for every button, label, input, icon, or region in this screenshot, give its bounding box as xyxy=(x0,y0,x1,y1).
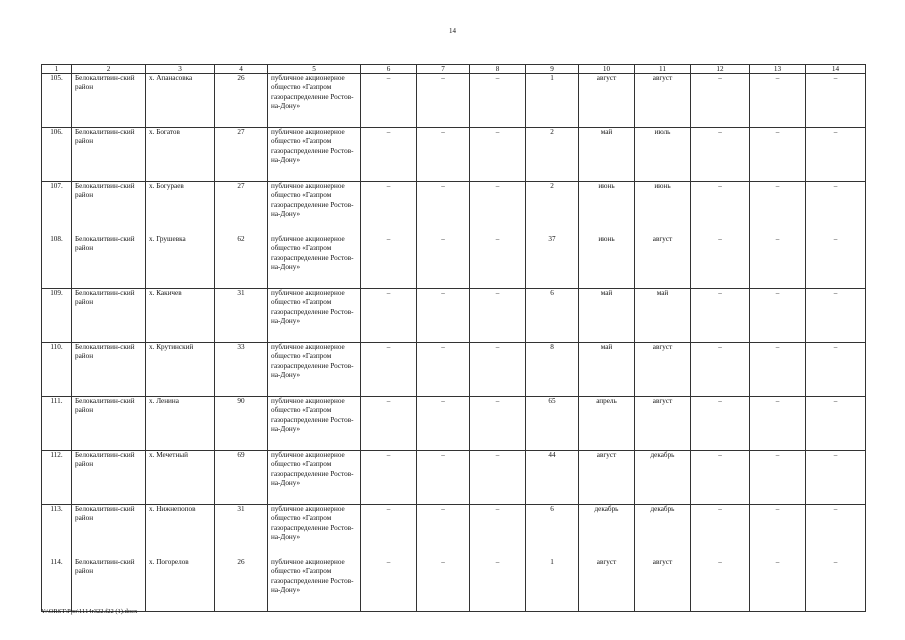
col7-cell: – xyxy=(417,558,470,612)
col8-cell: – xyxy=(470,182,526,236)
table-row xyxy=(42,182,866,236)
column-header-3: 3 xyxy=(146,65,215,74)
col4-cell: 26 xyxy=(215,558,268,612)
column-number-row xyxy=(42,65,866,74)
organization-cell: публичное акционерное общество «Газпром газораспределение Ростов-на-Дону» xyxy=(268,343,361,397)
col12-cell: – xyxy=(691,451,750,505)
start-month-cell: май xyxy=(579,128,635,182)
col14-cell: – xyxy=(806,74,866,128)
column-header-10: 10 xyxy=(579,65,635,74)
col9-cell: 37 xyxy=(526,235,579,289)
col13-cell: – xyxy=(750,182,806,236)
settlement-cell: х. Богатов xyxy=(146,128,215,182)
col12-cell: – xyxy=(691,343,750,397)
end-month-cell: июль xyxy=(635,128,691,182)
row-number: 109. xyxy=(42,289,72,343)
col4-cell: 27 xyxy=(215,128,268,182)
settlement-cell: х. Грушевка xyxy=(146,235,215,289)
row-number: 112. xyxy=(42,451,72,505)
table-row xyxy=(42,397,866,451)
organization-cell: публичное акционерное общество «Газпром газораспределение Ростов-на-Дону» xyxy=(268,289,361,343)
col14-cell: – xyxy=(806,505,866,559)
row-number: 106. xyxy=(42,128,72,182)
col6-cell: – xyxy=(361,505,417,559)
col14-cell: – xyxy=(806,397,866,451)
district-cell: Белокалитвин-ский район xyxy=(72,343,146,397)
col9-cell: 8 xyxy=(526,343,579,397)
col6-cell: – xyxy=(361,235,417,289)
col12-cell: – xyxy=(691,182,750,236)
end-month-cell: июнь xyxy=(635,182,691,236)
start-month-cell: август xyxy=(579,451,635,505)
col14-cell: – xyxy=(806,289,866,343)
start-month-cell: август xyxy=(579,558,635,612)
col8-cell: – xyxy=(470,235,526,289)
page-number: 14 xyxy=(449,27,456,35)
end-month-cell: август xyxy=(635,235,691,289)
col6-cell: – xyxy=(361,182,417,236)
col6-cell: – xyxy=(361,289,417,343)
settlement-cell: х. Мечетный xyxy=(146,451,215,505)
col9-cell: 2 xyxy=(526,182,579,236)
organization-cell: публичное акционерное общество «Газпром газораспределение Ростов-на-Дону» xyxy=(268,397,361,451)
table-row xyxy=(42,451,866,505)
settlement-cell: х. Погорелов xyxy=(146,558,215,612)
column-header-6: 6 xyxy=(361,65,417,74)
col4-cell: 31 xyxy=(215,505,268,559)
col7-cell: – xyxy=(417,74,470,128)
table-body xyxy=(42,65,866,612)
col4-cell: 26 xyxy=(215,74,268,128)
col13-cell: – xyxy=(750,505,806,559)
col4-cell: 31 xyxy=(215,289,268,343)
district-cell: Белокалитвин-ский район xyxy=(72,289,146,343)
col6-cell: – xyxy=(361,343,417,397)
col14-cell: – xyxy=(806,182,866,236)
start-month-cell: май xyxy=(579,343,635,397)
col9-cell: 2 xyxy=(526,128,579,182)
end-month-cell: август xyxy=(635,343,691,397)
col12-cell: – xyxy=(691,128,750,182)
column-header-11: 11 xyxy=(635,65,691,74)
row-number: 113. xyxy=(42,505,72,559)
district-cell: Белокалитвин-ский район xyxy=(72,235,146,289)
file-path-footer: Y:\ORST\Ppo\1114r322.f22 (1).docx xyxy=(41,608,138,615)
col13-cell: – xyxy=(750,343,806,397)
district-cell: Белокалитвин-ский район xyxy=(72,558,146,612)
col9-cell: 6 xyxy=(526,289,579,343)
col7-cell: – xyxy=(417,451,470,505)
row-number: 107. xyxy=(42,182,72,236)
col7-cell: – xyxy=(417,182,470,236)
settlement-cell: х. Богураев xyxy=(146,182,215,236)
organization-cell: публичное акционерное общество «Газпром газораспределение Ростов-на-Дону» xyxy=(268,182,361,236)
col6-cell: – xyxy=(361,451,417,505)
column-header-8: 8 xyxy=(470,65,526,74)
column-header-5: 5 xyxy=(268,65,361,74)
organization-cell: публичное акционерное общество «Газпром газораспределение Ростов-на-Дону» xyxy=(268,128,361,182)
district-cell: Белокалитвин-ский район xyxy=(72,451,146,505)
table-row xyxy=(42,128,866,182)
row-number: 105. xyxy=(42,74,72,128)
col13-cell: – xyxy=(750,74,806,128)
table-row xyxy=(42,558,866,612)
col13-cell: – xyxy=(750,128,806,182)
district-cell: Белокалитвин-ский район xyxy=(72,128,146,182)
col8-cell: – xyxy=(470,397,526,451)
settlement-cell: х. Ленина xyxy=(146,397,215,451)
col8-cell: – xyxy=(470,451,526,505)
col6-cell: – xyxy=(361,558,417,612)
table-row xyxy=(42,289,866,343)
settlement-cell: х. Крутинский xyxy=(146,343,215,397)
end-month-cell: декабрь xyxy=(635,451,691,505)
table-row xyxy=(42,235,866,289)
col9-cell: 1 xyxy=(526,558,579,612)
start-month-cell: июнь xyxy=(579,182,635,236)
column-header-4: 4 xyxy=(215,65,268,74)
settlement-cell: х. Апанасовка xyxy=(146,74,215,128)
column-header-2: 2 xyxy=(72,65,146,74)
column-header-13: 13 xyxy=(750,65,806,74)
col12-cell: – xyxy=(691,558,750,612)
col14-cell: – xyxy=(806,558,866,612)
end-month-cell: август xyxy=(635,558,691,612)
start-month-cell: июнь xyxy=(579,235,635,289)
district-cell: Белокалитвин-ский район xyxy=(72,74,146,128)
col8-cell: – xyxy=(470,289,526,343)
col14-cell: – xyxy=(806,128,866,182)
organization-cell: публичное акционерное общество «Газпром газораспределение Ростов-на-Дону» xyxy=(268,558,361,612)
column-header-14: 14 xyxy=(806,65,866,74)
col8-cell: – xyxy=(470,128,526,182)
col6-cell: – xyxy=(361,397,417,451)
column-header-1: 1 xyxy=(42,65,72,74)
start-month-cell: май xyxy=(579,289,635,343)
col4-cell: 69 xyxy=(215,451,268,505)
col9-cell: 44 xyxy=(526,451,579,505)
start-month-cell: декабрь xyxy=(579,505,635,559)
schedule-table xyxy=(41,64,866,612)
col7-cell: – xyxy=(417,397,470,451)
col8-cell: – xyxy=(470,558,526,612)
col4-cell: 33 xyxy=(215,343,268,397)
col13-cell: – xyxy=(750,558,806,612)
organization-cell: публичное акционерное общество «Газпром газораспределение Ростов-на-Дону» xyxy=(268,451,361,505)
column-header-7: 7 xyxy=(417,65,470,74)
col13-cell: – xyxy=(750,451,806,505)
col12-cell: – xyxy=(691,235,750,289)
end-month-cell: декабрь xyxy=(635,505,691,559)
row-number: 110. xyxy=(42,343,72,397)
col13-cell: – xyxy=(750,289,806,343)
col9-cell: 6 xyxy=(526,505,579,559)
col7-cell: – xyxy=(417,343,470,397)
col6-cell: – xyxy=(361,128,417,182)
col4-cell: 62 xyxy=(215,235,268,289)
table-row xyxy=(42,343,866,397)
col7-cell: – xyxy=(417,505,470,559)
col9-cell: 1 xyxy=(526,74,579,128)
column-header-12: 12 xyxy=(691,65,750,74)
organization-cell: публичное акционерное общество «Газпром газораспределение Ростов-на-Дону» xyxy=(268,235,361,289)
end-month-cell: август xyxy=(635,74,691,128)
col12-cell: – xyxy=(691,74,750,128)
table-row xyxy=(42,505,866,559)
col13-cell: – xyxy=(750,397,806,451)
organization-cell: публичное акционерное общество «Газпром газораспределение Ростов-на-Дону» xyxy=(268,505,361,559)
start-month-cell: август xyxy=(579,74,635,128)
col12-cell: – xyxy=(691,289,750,343)
organization-cell: публичное акционерное общество «Газпром газораспределение Ростов-на-Дону» xyxy=(268,74,361,128)
col13-cell: – xyxy=(750,235,806,289)
col14-cell: – xyxy=(806,235,866,289)
col14-cell: – xyxy=(806,343,866,397)
col7-cell: – xyxy=(417,289,470,343)
col8-cell: – xyxy=(470,343,526,397)
col4-cell: 90 xyxy=(215,397,268,451)
end-month-cell: август xyxy=(635,397,691,451)
end-month-cell: май xyxy=(635,289,691,343)
settlement-cell: х. Какичев xyxy=(146,289,215,343)
district-cell: Белокалитвин-ский район xyxy=(72,182,146,236)
district-cell: Белокалитвин-ский район xyxy=(72,505,146,559)
col8-cell: – xyxy=(470,505,526,559)
column-header-9: 9 xyxy=(526,65,579,74)
row-number: 114. xyxy=(42,558,72,612)
col8-cell: – xyxy=(470,74,526,128)
row-number: 111. xyxy=(42,397,72,451)
col12-cell: – xyxy=(691,505,750,559)
table-row xyxy=(42,74,866,128)
district-cell: Белокалитвин-ский район xyxy=(72,397,146,451)
col7-cell: – xyxy=(417,128,470,182)
col4-cell: 27 xyxy=(215,182,268,236)
settlement-cell: х. Нижнепопов xyxy=(146,505,215,559)
start-month-cell: апрель xyxy=(579,397,635,451)
col7-cell: – xyxy=(417,235,470,289)
col14-cell: – xyxy=(806,451,866,505)
col12-cell: – xyxy=(691,397,750,451)
col6-cell: – xyxy=(361,74,417,128)
col9-cell: 65 xyxy=(526,397,579,451)
row-number: 108. xyxy=(42,235,72,289)
